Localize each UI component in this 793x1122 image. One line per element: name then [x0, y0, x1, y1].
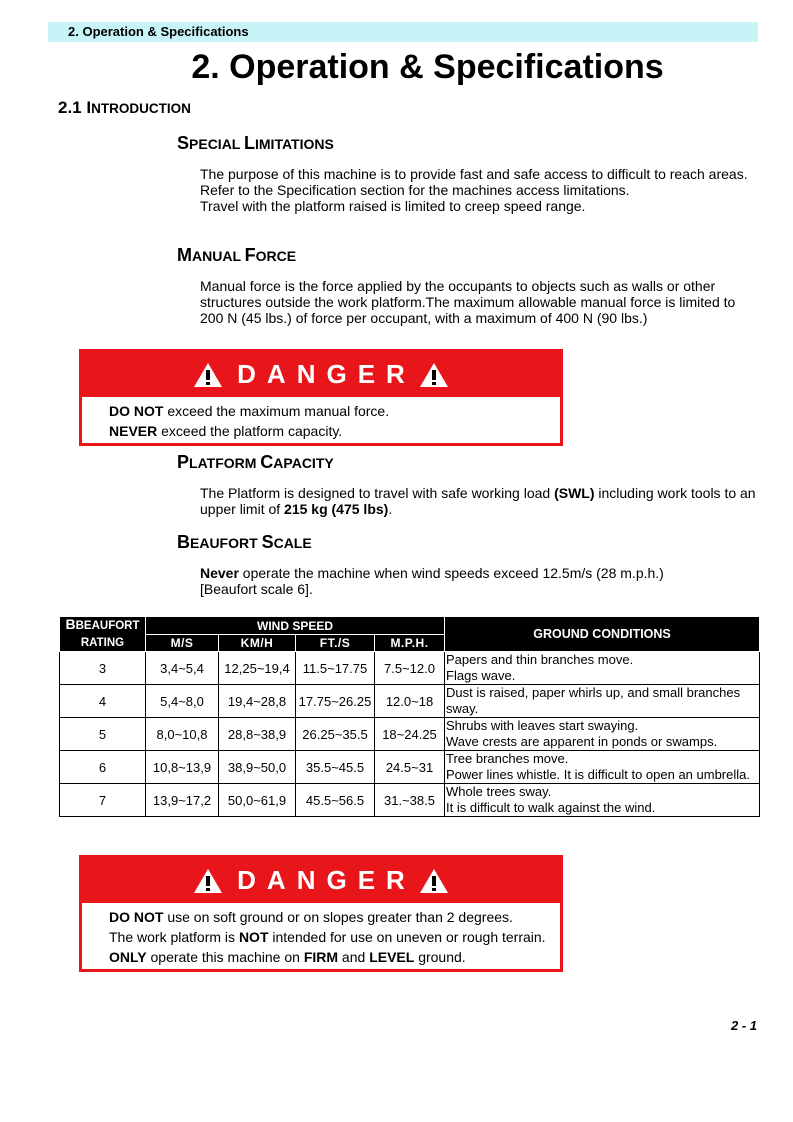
danger-box-ground: [79, 855, 563, 972]
danger-word: DANGER: [237, 359, 416, 389]
table-row: 4 5,4~8,0 19,4~28,8 17.75~26.25 12.0~18 Dust is raised, paper whirls up, and small branches sway.: [60, 685, 760, 718]
danger-line: ONLY operate this machine on FIRM and LEVEL ground.: [109, 949, 466, 965]
beaufort-scale-heading: BEAUFORT SCALE: [177, 532, 312, 552]
danger-line: DO NOT use on soft ground or on slopes greater than 2 degrees.: [109, 909, 513, 925]
table-row: 3 3,4~5,4 12,25~19,4 11.5~17.75 7.5~12.0 Papers and thin branches move. Flags wave.: [60, 652, 760, 685]
header-ground-conditions: GROUND CONDITIONS: [445, 617, 760, 652]
warning-triangle-icon: [419, 868, 449, 894]
platform-capacity-text: The Platform is designed to travel with safe working load (SWL) including work tools to an upper limit of 215 kg (475 lbs).: [200, 485, 756, 517]
header-unit: M.P.H.: [375, 635, 445, 652]
header-unit: M/S: [146, 635, 219, 652]
header-unit: KM/H: [219, 635, 296, 652]
table-row: 6 10,8~13,9 38,9~50,0 35.5~45.5 24.5~31 Tree branches move. Power lines whistle. It is difficult to open an umbrella.: [60, 751, 760, 784]
beaufort-scale-text: Never operate the machine when wind speeds exceed 12.5m/s (28 m.p.h.) [Beaufort scale 6].: [200, 565, 664, 597]
table-row: 7 13,9~17,2 50,0~61,9 45.5~56.5 31.~38.5 Whole trees sway. It is difficult to walk against the wind.: [60, 784, 760, 817]
page-title: 2. Operation & Specifications: [191, 48, 664, 86]
section-title: 2.1 INTRODUCTION: [58, 98, 191, 117]
table-row: 5 8,0~10,8 28,8~38,9 26.25~35.5 18~24.25 Shrubs with leaves start swaying. Wave crests are apparent in ponds or swamps.: [60, 718, 760, 751]
danger-line: The work platform is NOT intended for use on uneven or rough terrain.: [109, 929, 546, 945]
running-header: [48, 22, 758, 42]
danger-word: DANGER: [237, 865, 416, 895]
warning-triangle-icon: [193, 868, 223, 894]
running-header-text: 2. Operation & Specifications: [68, 24, 249, 39]
beaufort-table: [59, 616, 760, 817]
special-limitations-text: The purpose of this machine is to provide fast and safe access to difficult to reach areas. Refer to the Specification section for the machines access limitations. Travel with the platform raised is limited to creep speed range.: [200, 166, 748, 214]
danger-header: [82, 858, 560, 903]
danger-header: [82, 352, 560, 397]
danger-line: DO NOT exceed the maximum manual force.: [109, 403, 390, 419]
header-beaufort-rating: BBEAUFORT RATING: [60, 617, 146, 652]
danger-box-manual-force: [79, 349, 563, 446]
manual-force-heading: MANUAL FORCE: [177, 245, 297, 265]
header-unit: FT./S: [296, 635, 375, 652]
header-wind-speed: WIND SPEED: [146, 617, 445, 635]
danger-body: [82, 397, 560, 443]
section-number: 2.1: [58, 98, 82, 117]
special-limitations-heading: SPECIAL LIMITATIONS: [177, 133, 334, 153]
warning-triangle-icon: [193, 362, 223, 388]
page-number: 2 - 1: [730, 1018, 757, 1033]
warning-triangle-icon: [419, 362, 449, 388]
danger-line: NEVER exceed the platform capacity.: [109, 423, 343, 439]
platform-capacity-heading: PLATFORM CAPACITY: [177, 452, 334, 472]
manual-force-text: Manual force is the force applied by the occupants to objects such as walls or other structures outside the work platform.The maximum allowable manual force is limited to 200 N (45 lbs.) of force per occupant, with a maximum of 400 N (90 lbs.): [200, 278, 736, 326]
danger-body: [82, 903, 560, 969]
